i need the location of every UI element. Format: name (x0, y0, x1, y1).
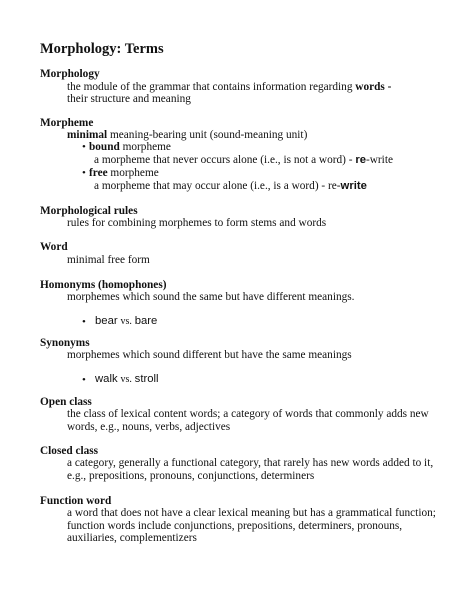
minimal-rest: meaning-bearing unit (sound-meaning unit) (107, 129, 308, 141)
closed-class-definition-line1: a category, generally a functional category, that rarely has new words added to it, (67, 457, 434, 469)
synonym-vs: vs. (120, 374, 132, 385)
homonyms-definition: morphemes which sound the same but have different meanings. (67, 291, 355, 303)
closed-class-heading: Closed class (40, 445, 99, 457)
closed-class-definition-line2: e.g., prepositions, pronouns, conjunctions, determiners (67, 470, 315, 482)
homonym-vs: vs. (120, 316, 132, 327)
word-heading: Word (40, 241, 68, 253)
synonyms-bullet: • (82, 374, 86, 386)
free-morpheme-definition (94, 180, 367, 193)
morphology-def-text: the module of the grammar that contains information regarding (67, 81, 356, 93)
page-title: Morphology: Terms (40, 41, 164, 57)
bound-def-bold: re (355, 154, 366, 166)
free-bold: free (89, 167, 108, 179)
open-class-definition-line2: words, e.g., nouns, verbs, adjectives (67, 421, 231, 433)
synonym-b: stroll (134, 373, 159, 385)
word-definition: minimal free form (67, 254, 150, 266)
bound-morpheme-definition (94, 154, 393, 167)
function-word-definition-line2: function words include conjunctions, prepositions, determiners, pronouns, (67, 520, 403, 532)
synonyms-definition: morphemes which sound different but have the same meanings (67, 349, 352, 361)
bound-def-post: -write (366, 154, 393, 166)
synonym-a: walk (95, 373, 118, 385)
homonym-a: bear (95, 315, 118, 327)
morphological-rules-heading: Morphological rules (40, 205, 138, 217)
homonym-b: bare (134, 315, 158, 327)
free-def-bold: write (340, 180, 367, 192)
morphology-definition-line2: their structure and meaning (67, 93, 191, 105)
bound-def-text: a morpheme that never occurs alone (i.e., is not a word) - (94, 154, 356, 166)
free-morpheme-item (89, 167, 159, 180)
free-bullet: • (82, 167, 86, 179)
morpheme-heading: Morpheme (40, 117, 94, 129)
bound-bold: bound (89, 141, 120, 153)
function-word-definition-line3: auxiliaries, complementizers (67, 532, 197, 544)
minimal-bold: minimal (67, 129, 108, 141)
homonyms-bullet: • (82, 316, 86, 328)
homonyms-example (95, 315, 157, 328)
bound-rest: morpheme (119, 141, 171, 153)
bound-bullet: • (82, 141, 86, 153)
free-rest: morpheme (107, 167, 159, 179)
homonyms-heading: Homonyms (homophones) (40, 279, 167, 291)
function-word-definition-line1: a word that does not have a clear lexical meaning but has a grammatical function; (67, 507, 436, 519)
bound-morpheme-item (89, 141, 171, 154)
open-class-definition-line1: the class of lexical content words; a category of words that commonly adds new (67, 408, 429, 420)
morphology-def-bold: words - (355, 81, 392, 93)
morphology-heading: Morphology (40, 68, 100, 80)
free-def-text: a morpheme that may occur alone (i.e., is a word) - re- (94, 180, 341, 192)
function-word-heading: Function word (40, 495, 112, 507)
open-class-heading: Open class (40, 396, 92, 408)
synonyms-example (95, 373, 159, 386)
synonyms-heading: Synonyms (40, 337, 90, 349)
morphological-rules-definition: rules for combining morphemes to form stems and words (67, 217, 327, 229)
